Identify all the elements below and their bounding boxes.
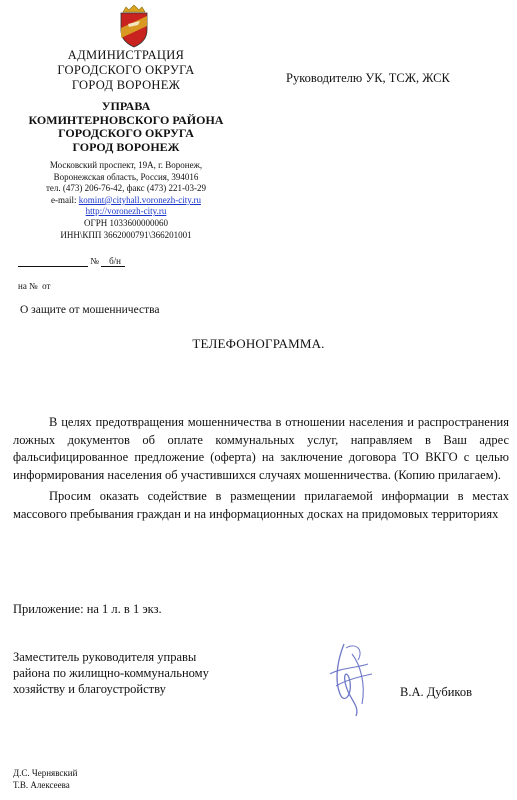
admin-line: ГОРОДСКОГО ОКРУГА [57, 63, 195, 77]
outgoing-number [18, 256, 125, 267]
executor-name: Т.В. Алексеева [13, 779, 70, 790]
administration-title [0, 48, 252, 93]
executor-name: Д.С. Чернявский [13, 768, 78, 778]
signer-name: В.А. Дубиков [400, 685, 472, 699]
document-type-heading: ТЕЛЕФОНОГРАММА. [192, 336, 325, 351]
uprava-line: КОМИНТЕРНОВСКОГО РАЙОНА [28, 112, 224, 127]
inn-line: ИНН\КПП 3662000791\366201001 [60, 229, 192, 240]
body-paragraph: Просим оказать содействие в размещении прилагаемой информации в местах массового пребывания граждан и на информационных досках на придомовых территориях [13, 489, 509, 521]
address-line: Московский проспект, 19А, г. Воронеж, [49, 160, 203, 170]
phone-line: тел. (473) 206-76-42, факс (473) 221-03-29 [45, 183, 207, 194]
coat-of-arms-icon [116, 4, 152, 48]
email-link[interactable]: komint@cityhall.voronezh-city.ru [78, 194, 201, 205]
position-line: района по жилищно-коммунальному [13, 666, 209, 680]
contact-block [0, 160, 252, 241]
from-blank [53, 281, 55, 291]
ogrn-line: ОГРН 1033600000060 [84, 217, 168, 228]
position-line: хозяйству и благоустройству [13, 682, 166, 696]
reference-number [18, 281, 55, 291]
admin-line: АДМИНИСТРАЦИЯ [67, 48, 185, 62]
uprava-line: ГОРОДСКОГО ОКРУГА [58, 126, 194, 140]
uprava-title [0, 100, 252, 154]
subject-line: О защите от мошенничества [20, 304, 160, 316]
position-line: Заместитель руководителя управы [13, 650, 197, 664]
admin-line: ГОРОД ВОРОНЕЖ [71, 78, 181, 92]
letter-body [13, 414, 509, 523]
uprava-line: УПРАВА [101, 99, 151, 113]
from-label: от [42, 281, 51, 291]
email-line [0, 195, 252, 207]
website-line [0, 206, 252, 218]
body-paragraph: В целях предотвращения мошенничества в отношении населения и распространения ложных документов об оплате коммунальных услуг, направляем в Ваш адрес фальсифицированное предложение (оферта) на заключение договора ТО ВКГО с целью информирования населения об участившихся случаях мошенничества. (Копию прилагаем). [13, 415, 509, 482]
attachment-note: Приложение: на 1 л. в 1 экз. [13, 602, 162, 616]
handwritten-signature [316, 634, 386, 724]
number-label: № [90, 256, 99, 266]
recipient: Руководителю УК, ТСЖ, ЖСК [286, 71, 450, 85]
ref-label: на № [18, 281, 38, 291]
executors [13, 768, 77, 791]
address-line: Воронежская область, Россия, 394016 [53, 171, 199, 182]
email-label: e-mail: [51, 194, 79, 205]
number-value: б/н [101, 256, 125, 267]
date-blank [18, 256, 88, 267]
signer-position [13, 649, 209, 697]
uprava-line: ГОРОД ВОРОНЕЖ [72, 139, 180, 154]
website-link[interactable]: http://voronezh-city.ru [85, 206, 167, 217]
